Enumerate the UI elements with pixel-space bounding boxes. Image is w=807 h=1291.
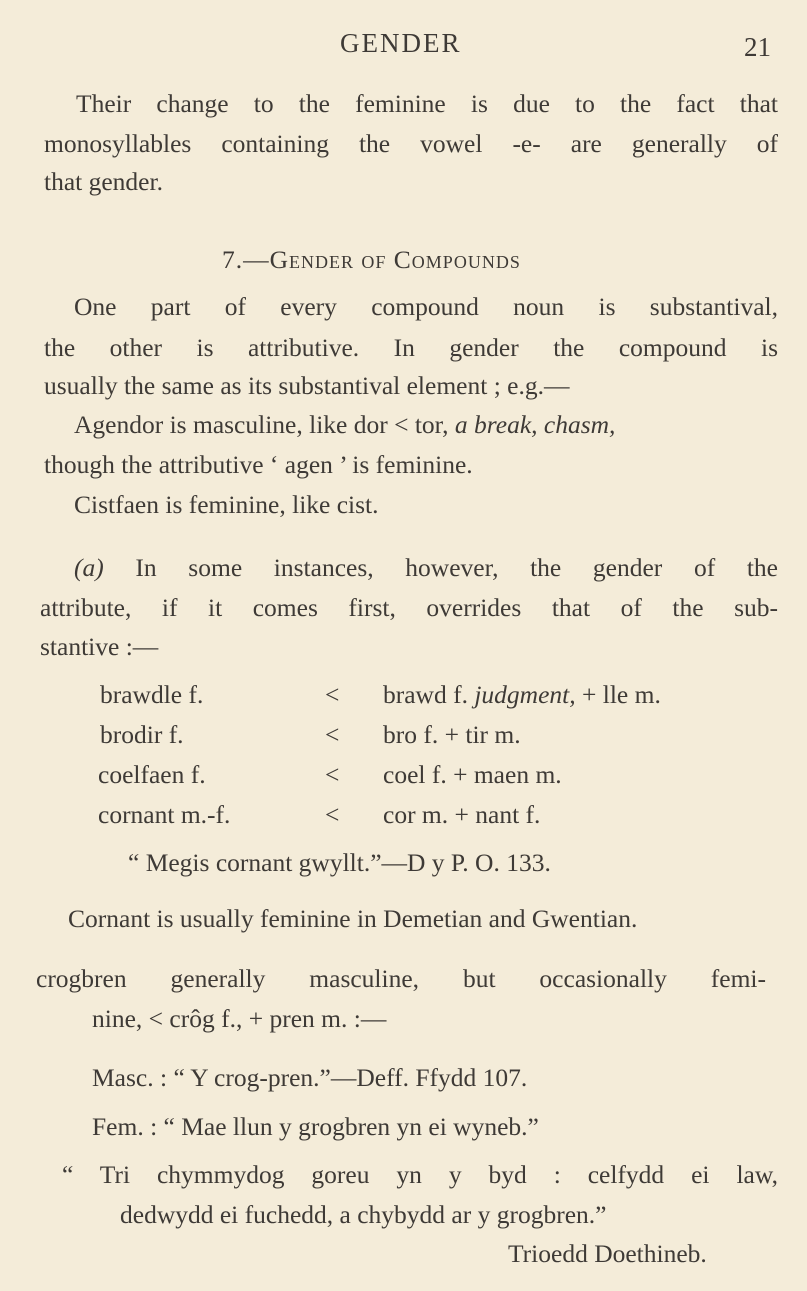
paragraph-line: monosyllables containing the vowel -e- are generally of xyxy=(44,129,778,158)
enumeration-label: (a) xyxy=(74,553,104,582)
compound-word: cornant m.-f. xyxy=(98,800,231,829)
quote-line: “ Tri chymmydog goreu yn y byd : celfydd ei law, xyxy=(62,1160,778,1189)
origin-text: bro f. + tir m. xyxy=(383,720,521,749)
paragraph-line xyxy=(74,553,778,583)
compound-word: brodir f. xyxy=(100,720,184,749)
citation: Fem. : “ Mae llun y grogbren yn ei wyneb.” xyxy=(92,1112,539,1141)
paragraph-line: Their change to the feminine is due to the fact that xyxy=(76,89,778,118)
example-line: though the attributive ‘ agen ’ is feminine. xyxy=(44,450,473,479)
compound-row xyxy=(98,800,230,830)
example-line xyxy=(74,410,778,440)
section-heading: 7.—Gender of Compounds xyxy=(222,245,521,274)
paragraph-line: nine, < crôg f., + pren m. :— xyxy=(92,1004,387,1033)
page-number: 21 xyxy=(744,32,771,62)
paragraph-line: the other is attributive. In gender the compound is xyxy=(44,333,778,362)
derivation-sign: < xyxy=(325,800,340,829)
paragraph-text: In some instances, however, the gender of the xyxy=(135,553,779,582)
compound-word: coelfaen f. xyxy=(98,760,206,789)
paragraph-line: Cornant is usually feminine in Demetian and Gwentian. xyxy=(68,904,638,933)
derivation-sign: < xyxy=(325,760,340,789)
origin-text: coel f. + maen m. xyxy=(383,760,562,789)
compound-row xyxy=(98,760,206,790)
compound-origin xyxy=(383,760,562,790)
running-header-title: GENDER xyxy=(340,28,462,58)
citation: “ Megis cornant gwyllt.”—D y P. O. 133. xyxy=(128,848,551,877)
origin-rest: + lle m. xyxy=(582,680,661,709)
quote-source: Trioedd Doethineb. xyxy=(508,1239,707,1268)
paragraph-line: stantive :— xyxy=(40,632,159,661)
quote-line: dedwydd ei fuchedd, a chybydd ar y grogbren.” xyxy=(120,1200,607,1229)
paragraph-line: crogbren generally masculine, but occasionally femi- xyxy=(36,964,766,993)
paragraph-line: One part of every compound noun is substantival, xyxy=(74,292,778,321)
citation: Masc. : “ Y crog-pren.”—Deff. Ffydd 107. xyxy=(92,1063,528,1092)
compound-origin xyxy=(383,800,540,830)
origin-text: cor m. + nant f. xyxy=(383,800,541,829)
origin-text: brawd f. xyxy=(383,680,468,709)
paragraph-line: usually the same as its substantival element ; e.g.— xyxy=(44,371,570,400)
compound-origin xyxy=(383,720,521,750)
compound-row xyxy=(100,720,184,750)
paragraph-line: that gender. xyxy=(44,167,163,196)
example-gloss: a break, chasm, xyxy=(454,410,616,439)
example-text: Agendor is masculine, like dor < tor, xyxy=(74,410,449,439)
derivation-sign: < xyxy=(325,720,340,749)
paragraph-line: attribute, if it comes first, overrides that of the sub- xyxy=(40,593,778,622)
compound-row xyxy=(100,680,203,710)
compound-origin xyxy=(383,680,661,710)
compound-word: brawdle f. xyxy=(100,680,204,709)
origin-gloss: judgment, xyxy=(474,680,576,709)
derivation-sign: < xyxy=(325,680,340,709)
example-line: Cistfaen is feminine, like cist. xyxy=(74,490,379,519)
